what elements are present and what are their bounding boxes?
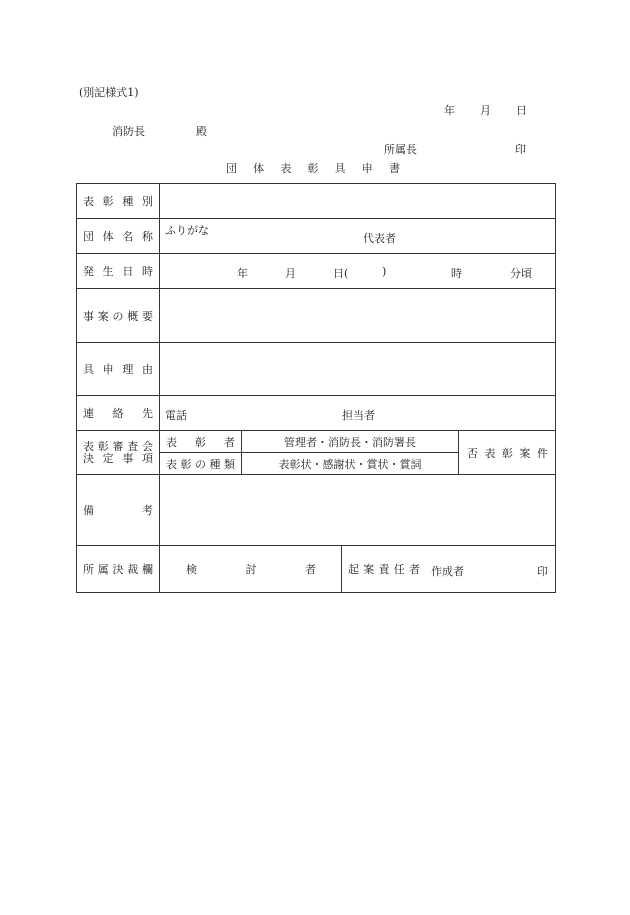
row-group-name	[77, 219, 556, 254]
document-title	[226, 160, 400, 176]
author-label: 作成者	[431, 565, 464, 578]
addressee: 消防長	[112, 125, 145, 138]
field-award-type[interactable]	[160, 184, 556, 219]
field-approval-right	[348, 546, 556, 593]
representative-label: 代表者	[363, 232, 396, 245]
title-char: 団	[226, 162, 237, 175]
reviewer-char: 検	[186, 563, 197, 576]
label-remarks: 備 考	[77, 475, 160, 546]
author-cell[interactable]	[425, 546, 555, 592]
label-award-type: 表 彰 種 別	[77, 184, 160, 219]
row-review-awarder	[77, 431, 556, 453]
label-award-kind: 表 彰 の 種 類	[160, 453, 242, 475]
application-form-table	[76, 183, 556, 593]
label-occurred: 発 生 日 時	[77, 254, 160, 289]
field-group-name[interactable]	[160, 219, 556, 254]
date-day: 日	[516, 104, 527, 117]
row-occurred	[77, 254, 556, 289]
field-contact[interactable]	[160, 396, 556, 431]
title-char: 書	[388, 162, 400, 175]
occurred-year: 年	[237, 267, 248, 280]
label-group-name: 団 体 名 称	[77, 219, 160, 254]
occurred-hour: 時	[451, 267, 462, 280]
label-reason: 具 申 理 由	[77, 343, 160, 396]
furigana-label: ふりがな	[165, 224, 209, 237]
form-number: (別記様式1)	[79, 86, 139, 99]
title-char: 具	[334, 162, 346, 175]
reviewer-char: 討	[245, 563, 257, 576]
phone-label: 電話	[165, 409, 187, 422]
option-award-kind[interactable]: 表彰状・感謝状・賞状・賞詞	[242, 453, 459, 475]
row-award-type	[77, 184, 556, 219]
field-reason[interactable]	[160, 343, 556, 396]
drafter-cell[interactable]: 起 案 責 任 者	[341, 546, 426, 592]
row-summary	[77, 289, 556, 343]
row-reason	[77, 343, 556, 396]
title-char: 体	[253, 162, 265, 175]
date-year: 年	[444, 104, 455, 117]
occurred-minute: 分頃	[510, 267, 532, 280]
row-contact	[77, 396, 556, 431]
person-in-charge-label: 担当者	[342, 409, 375, 422]
label-awarder: 表 彰 者	[160, 431, 242, 453]
occurred-paren-close: )	[382, 265, 387, 278]
sender-seal: 印	[515, 143, 526, 156]
reviewer-char: 者	[305, 563, 316, 576]
addressee-honorific: 殿	[196, 125, 207, 138]
label-rejected-case[interactable]: 否 表 彰 案 件	[459, 431, 556, 475]
field-summary[interactable]	[160, 289, 556, 343]
row-remarks	[77, 475, 556, 546]
field-remarks[interactable]	[160, 475, 556, 546]
title-char: 申	[361, 162, 373, 175]
date-month: 月	[480, 104, 491, 117]
occurred-day: 日(	[333, 267, 349, 280]
title-char: 彰	[307, 162, 319, 175]
row-approval	[77, 546, 556, 593]
field-occurred[interactable]	[160, 254, 556, 289]
title-char: 表	[280, 162, 292, 175]
option-awarder[interactable]: 管理者・消防長・消防署長	[242, 431, 459, 453]
author-seal: 印	[537, 565, 549, 578]
label-approval: 所 属 決 裁 欄	[77, 546, 160, 593]
label-review-decision: 表 彰 審 査 会 決 定 事 項	[77, 431, 160, 475]
sender: 所属長	[384, 143, 417, 156]
label-contact: 連 絡 先	[77, 396, 160, 431]
label-summary: 事 案 の 概 要	[77, 289, 160, 343]
occurred-month: 月	[285, 267, 296, 280]
